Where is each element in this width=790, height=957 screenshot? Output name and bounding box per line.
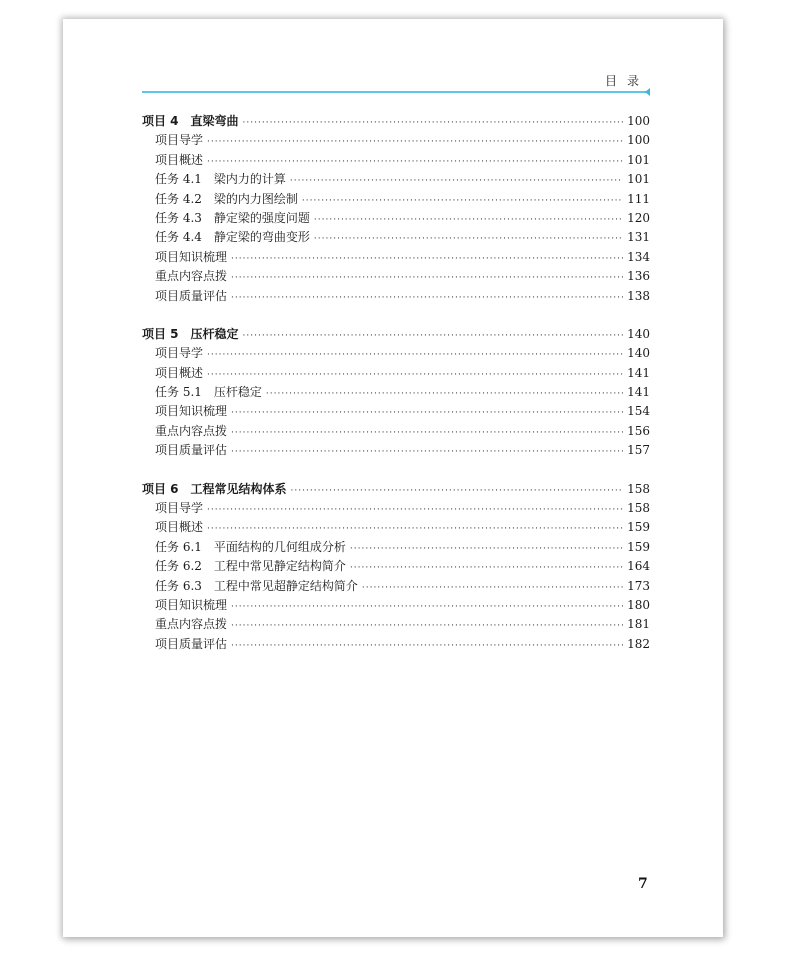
header-rule-arrow-icon bbox=[645, 88, 650, 96]
toc-page-number: 100 bbox=[627, 133, 650, 148]
toc-entry-number: 项目 4 bbox=[142, 114, 179, 128]
toc-entry-number: 任务 5.1 bbox=[155, 385, 202, 400]
toc-section bbox=[142, 325, 650, 461]
toc-entry-label bbox=[142, 480, 287, 499]
toc-page-number: 157 bbox=[627, 443, 650, 458]
toc-entry[interactable] bbox=[142, 209, 650, 228]
toc-entry[interactable] bbox=[142, 441, 650, 460]
toc-page-number: 101 bbox=[627, 152, 650, 167]
toc-entry[interactable] bbox=[142, 344, 650, 363]
toc-entry-title: 项目导学 bbox=[155, 346, 204, 361]
running-head-title: 目录 bbox=[604, 74, 649, 88]
toc-entry-title: 重点内容点拨 bbox=[155, 423, 228, 438]
toc-entry-number: 任务 4.3 bbox=[155, 210, 202, 225]
toc-page-number: 138 bbox=[627, 288, 650, 303]
toc-entry-title: 直梁弯曲 bbox=[190, 114, 239, 128]
toc-entry-label bbox=[155, 287, 227, 306]
toc-chapter-entry[interactable] bbox=[142, 112, 650, 131]
toc-page-number: 158 bbox=[627, 501, 650, 516]
toc-entry-label bbox=[155, 538, 346, 557]
toc-entry-number: 项目 5 bbox=[142, 326, 179, 341]
header-rule bbox=[142, 91, 648, 93]
toc-page-number: 159 bbox=[627, 520, 650, 535]
toc-entry-label bbox=[155, 518, 203, 537]
toc-entry-title: 压杆稳定 bbox=[213, 385, 262, 400]
toc-entry[interactable] bbox=[142, 151, 650, 170]
toc-entry-title: 项目知识梳理 bbox=[155, 249, 228, 264]
dot-leader bbox=[231, 598, 623, 617]
toc-entry-number: 任务 6.2 bbox=[155, 559, 202, 574]
toc-entry-label bbox=[155, 248, 227, 267]
dot-leader bbox=[231, 404, 623, 423]
dot-leader bbox=[291, 482, 624, 501]
toc-page-number: 156 bbox=[627, 423, 650, 438]
toc-entry-label bbox=[155, 344, 203, 363]
toc-entry-title: 项目质量评估 bbox=[155, 636, 228, 651]
toc-entry[interactable] bbox=[142, 267, 650, 286]
dot-leader bbox=[302, 192, 623, 211]
toc-page-number: 100 bbox=[627, 114, 650, 128]
toc-entry-label bbox=[155, 364, 203, 383]
toc-page-number: 101 bbox=[627, 172, 650, 187]
toc-entry-title: 梁内力的计算 bbox=[213, 172, 286, 187]
toc-entry-number: 任务 4.4 bbox=[155, 230, 202, 245]
toc-entry-title: 工程中常见静定结构简介 bbox=[213, 559, 346, 574]
dot-leader bbox=[231, 617, 623, 636]
toc-entry-title: 梁的内力图绘制 bbox=[213, 191, 298, 206]
toc-entry-label bbox=[155, 151, 203, 170]
toc-entry-title: 工程常见结构体系 bbox=[190, 481, 287, 496]
toc-entry-title: 项目概述 bbox=[155, 520, 204, 535]
toc-page-number: 131 bbox=[627, 230, 650, 245]
toc-page-number: 134 bbox=[627, 249, 650, 264]
toc-entry-label bbox=[155, 499, 203, 518]
toc-entry-label bbox=[155, 170, 286, 189]
toc-entry-title: 项目概述 bbox=[155, 152, 204, 167]
dot-leader bbox=[350, 559, 623, 578]
toc-page-number: 158 bbox=[627, 481, 650, 496]
toc-entry[interactable] bbox=[142, 499, 650, 518]
toc-entry-title: 项目导学 bbox=[155, 501, 204, 516]
toc-page-number: 180 bbox=[627, 597, 650, 612]
toc-page-number: 154 bbox=[627, 404, 650, 419]
toc-entry-title: 项目导学 bbox=[155, 133, 204, 148]
dot-leader bbox=[231, 637, 623, 656]
toc-page-number: 136 bbox=[627, 269, 650, 284]
dot-leader bbox=[290, 172, 623, 191]
toc-entry-title: 项目质量评估 bbox=[155, 443, 228, 458]
toc-entry-label bbox=[155, 131, 203, 150]
toc-section bbox=[142, 480, 650, 655]
toc-chapter-entry[interactable] bbox=[142, 480, 650, 499]
toc-entry[interactable] bbox=[142, 596, 650, 615]
toc-entry[interactable] bbox=[142, 248, 650, 267]
toc-entry-label bbox=[155, 402, 227, 421]
toc-entry-label bbox=[155, 557, 346, 576]
toc-entry[interactable] bbox=[142, 170, 650, 189]
toc-entry-label bbox=[142, 325, 239, 344]
toc-entry[interactable] bbox=[142, 131, 650, 150]
toc-page-number: 141 bbox=[627, 385, 650, 400]
dot-leader bbox=[207, 346, 623, 365]
toc-page-number: 181 bbox=[627, 617, 650, 632]
toc-entry-number: 任务 4.1 bbox=[155, 172, 202, 187]
dot-leader bbox=[350, 540, 623, 559]
toc-page-number: 120 bbox=[627, 210, 650, 225]
toc-entry-label bbox=[155, 228, 310, 247]
toc-entry[interactable] bbox=[142, 228, 650, 247]
document-page bbox=[63, 19, 723, 937]
toc-entry-title: 压杆稳定 bbox=[190, 326, 239, 341]
toc-entry-label bbox=[155, 441, 227, 460]
toc-entry[interactable] bbox=[142, 577, 650, 596]
toc-page-number: 140 bbox=[627, 346, 650, 361]
toc-entry-number: 任务 6.1 bbox=[155, 539, 202, 554]
toc-entry-title: 项目质量评估 bbox=[155, 288, 228, 303]
toc-entry[interactable] bbox=[142, 402, 650, 421]
toc-entry-title: 静定梁的强度问题 bbox=[213, 210, 310, 225]
toc-entry[interactable] bbox=[142, 518, 650, 537]
toc-entry-number: 任务 6.3 bbox=[155, 578, 202, 593]
dot-leader bbox=[231, 269, 623, 288]
dot-leader bbox=[266, 385, 623, 404]
toc-entry-title: 项目概述 bbox=[155, 365, 204, 380]
dot-leader bbox=[207, 501, 623, 520]
dot-leader bbox=[231, 289, 623, 308]
toc-page-number: 164 bbox=[627, 559, 650, 574]
toc-entry-number: 任务 4.2 bbox=[155, 191, 202, 206]
dot-leader bbox=[207, 366, 623, 385]
toc-section bbox=[142, 112, 650, 306]
toc-entry[interactable] bbox=[142, 364, 650, 383]
toc-entry-label bbox=[155, 615, 227, 634]
toc-entry-title: 重点内容点拨 bbox=[155, 617, 228, 632]
dot-leader bbox=[243, 114, 624, 133]
toc-entry[interactable] bbox=[142, 422, 650, 441]
toc-page-number: 159 bbox=[627, 539, 650, 554]
toc-entry[interactable] bbox=[142, 538, 650, 557]
dot-leader bbox=[231, 424, 623, 443]
toc-page-number: 182 bbox=[627, 636, 650, 651]
toc-entry-number: 项目 6 bbox=[142, 481, 179, 496]
toc-entry-title: 静定梁的弯曲变形 bbox=[213, 230, 310, 245]
toc-entry-label bbox=[155, 422, 227, 441]
dot-leader bbox=[207, 133, 623, 152]
toc-entry-title: 平面结构的几何组成分析 bbox=[213, 539, 346, 554]
toc-entry-label bbox=[155, 209, 310, 228]
toc-entry-label bbox=[155, 635, 227, 654]
toc-entry[interactable] bbox=[142, 635, 650, 654]
dot-leader bbox=[231, 443, 623, 462]
toc-chapter-entry[interactable] bbox=[142, 325, 650, 344]
toc-entry-label bbox=[155, 267, 227, 286]
toc-entry-title: 项目知识梳理 bbox=[155, 597, 228, 612]
toc-entry-label bbox=[155, 596, 227, 615]
toc-entry-label bbox=[155, 577, 358, 596]
toc-entry-title: 工程中常见超静定结构简介 bbox=[213, 578, 358, 593]
toc-page-number: 173 bbox=[627, 578, 650, 593]
page-number: 7 bbox=[638, 876, 648, 892]
toc-entry[interactable] bbox=[142, 615, 650, 634]
dot-leader bbox=[314, 211, 623, 230]
toc-entry-label bbox=[142, 112, 239, 131]
dot-leader bbox=[362, 579, 623, 598]
dot-leader bbox=[231, 250, 623, 269]
toc-entry[interactable] bbox=[142, 190, 650, 209]
toc-entry-label bbox=[155, 383, 262, 402]
toc-page-number: 140 bbox=[627, 326, 650, 341]
toc-entry-title: 重点内容点拨 bbox=[155, 269, 228, 284]
toc-page-number: 141 bbox=[627, 365, 650, 380]
toc-entry-title: 项目知识梳理 bbox=[155, 404, 228, 419]
toc-entry[interactable] bbox=[142, 383, 650, 402]
table-of-contents bbox=[142, 112, 650, 673]
toc-entry[interactable] bbox=[142, 557, 650, 576]
toc-page-number: 111 bbox=[627, 191, 650, 206]
dot-leader bbox=[243, 327, 624, 346]
toc-entry-label bbox=[155, 190, 298, 209]
dot-leader bbox=[314, 230, 623, 249]
toc-entry[interactable] bbox=[142, 287, 650, 306]
